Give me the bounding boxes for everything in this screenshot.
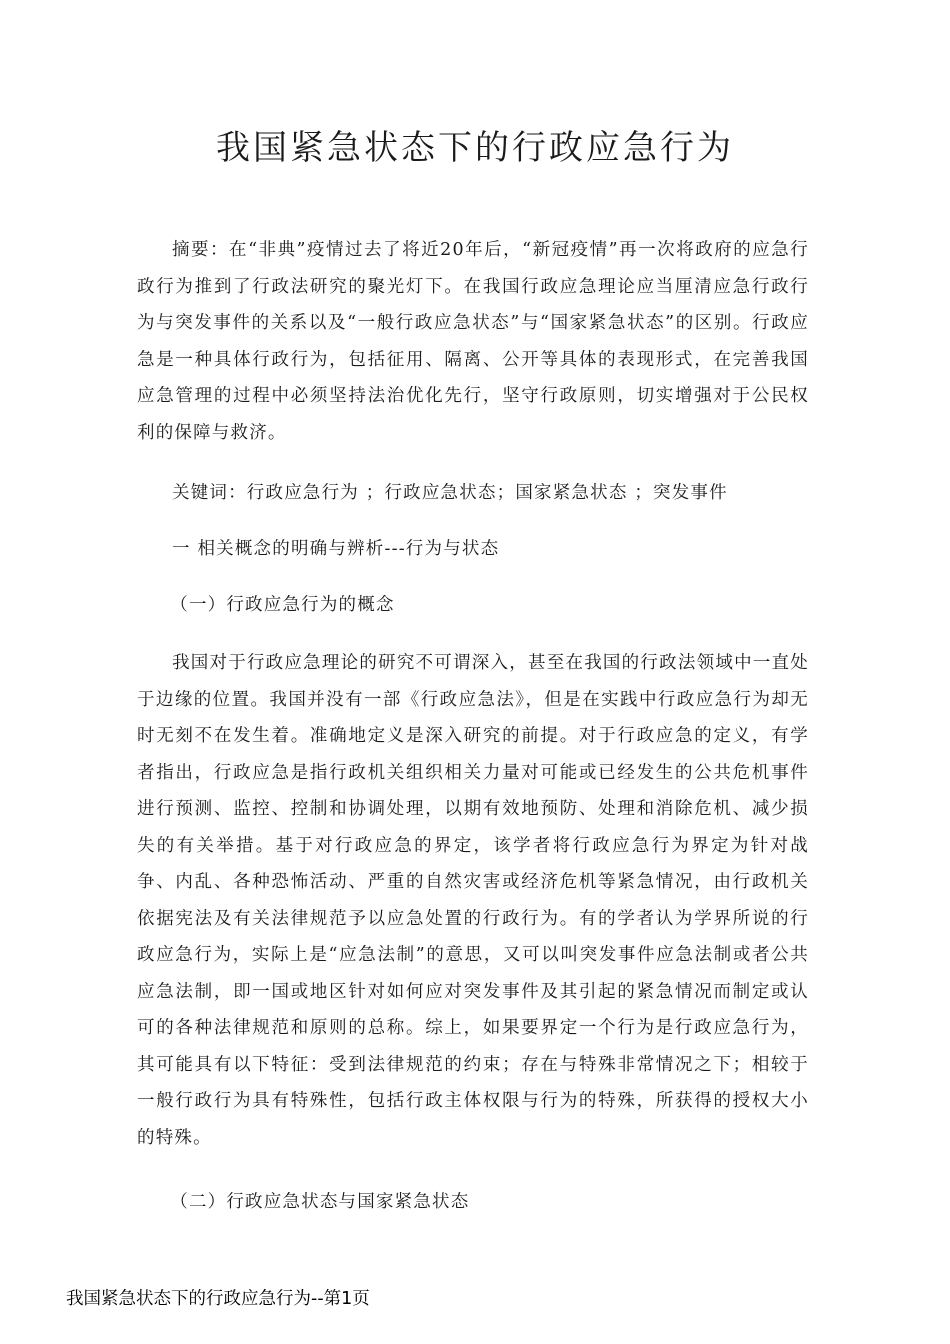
document-title: 我国紧急状态下的行政应急行为 [216,128,734,168]
keywords-line: 关键词：行政应急行为 ；行政应急状态；国家紧急状态 ；突发事件 [172,483,728,503]
page-footer-label: 我国紧急状态下的行政应急行为--第1页 [66,1289,370,1309]
abstract-paragraph: 摘要：在“非典”疫情过去了将近20年后，“新冠疫情”再一次将政府的应急行政行为推到了行政法研究的聚光灯下。在我国行政应急理论应当厘清应急行政行为与突发事件的关系以及“一般行政应急状态”与“国家紧急状态”的区别。行政应急是一种具体行政行为，包括征用、隔离、公开等具体的表现形式，在完善我国应急管理的过程中必须坚持法治优化先行，坚守行政原则，切实增强对于公民权利的保障与救济。 [137,240,809,443]
subsection-heading-1: （一）行政应急行为的概念 [170,595,395,615]
body-paragraph-1: 我国对于行政应急理论的研究不可谓深入，甚至在我国的行政法领域中一直处于边缘的位置。我国并没有一部《行政应急法》，但是在实践中行政应急行为却无时无刻不在发生着。准确地定义是深入研究的前提。对于行政应急的定义，有学者指出，行政应急是指行政机关组织相关力量对可能或已经发生的公共危机事件进行预测、监控、控制和协调处理，以期有效地预防、处理和消除危机、减少损失的有关举措。基于对行政应急的界定，该学者将行政应急行为界定为针对战争、内乱、各种恐怖活动、严重的自然灾害或经济危机等紧急情况，由行政机关依据宪法及有关法律规范予以应急处置的行政行为。有的学者认为学界所说的行政应急行为，实际上是“应急法制”的意思，又可以叫突发事件应急法制或者公共应急法制，即一国或地区针对如何应对突发事件及其引起的紧急情况而制定或认可的各种法律规范和原则的总称。综上，如果要界定一个行为是行政应急行为，其可能具有以下特征：受到法律规范的约束；存在与特殊非常情况之下；相较于一般行政行为具有特殊性，包括行政主体权限与行为的特殊，所获得的授权大小的特殊。 [137,653,809,1148]
section-heading-1: 一 相关概念的明确与辨析---行为与状态 [172,539,500,559]
subsection-heading-2: （二）行政应急状态与国家紧急状态 [170,1192,470,1212]
